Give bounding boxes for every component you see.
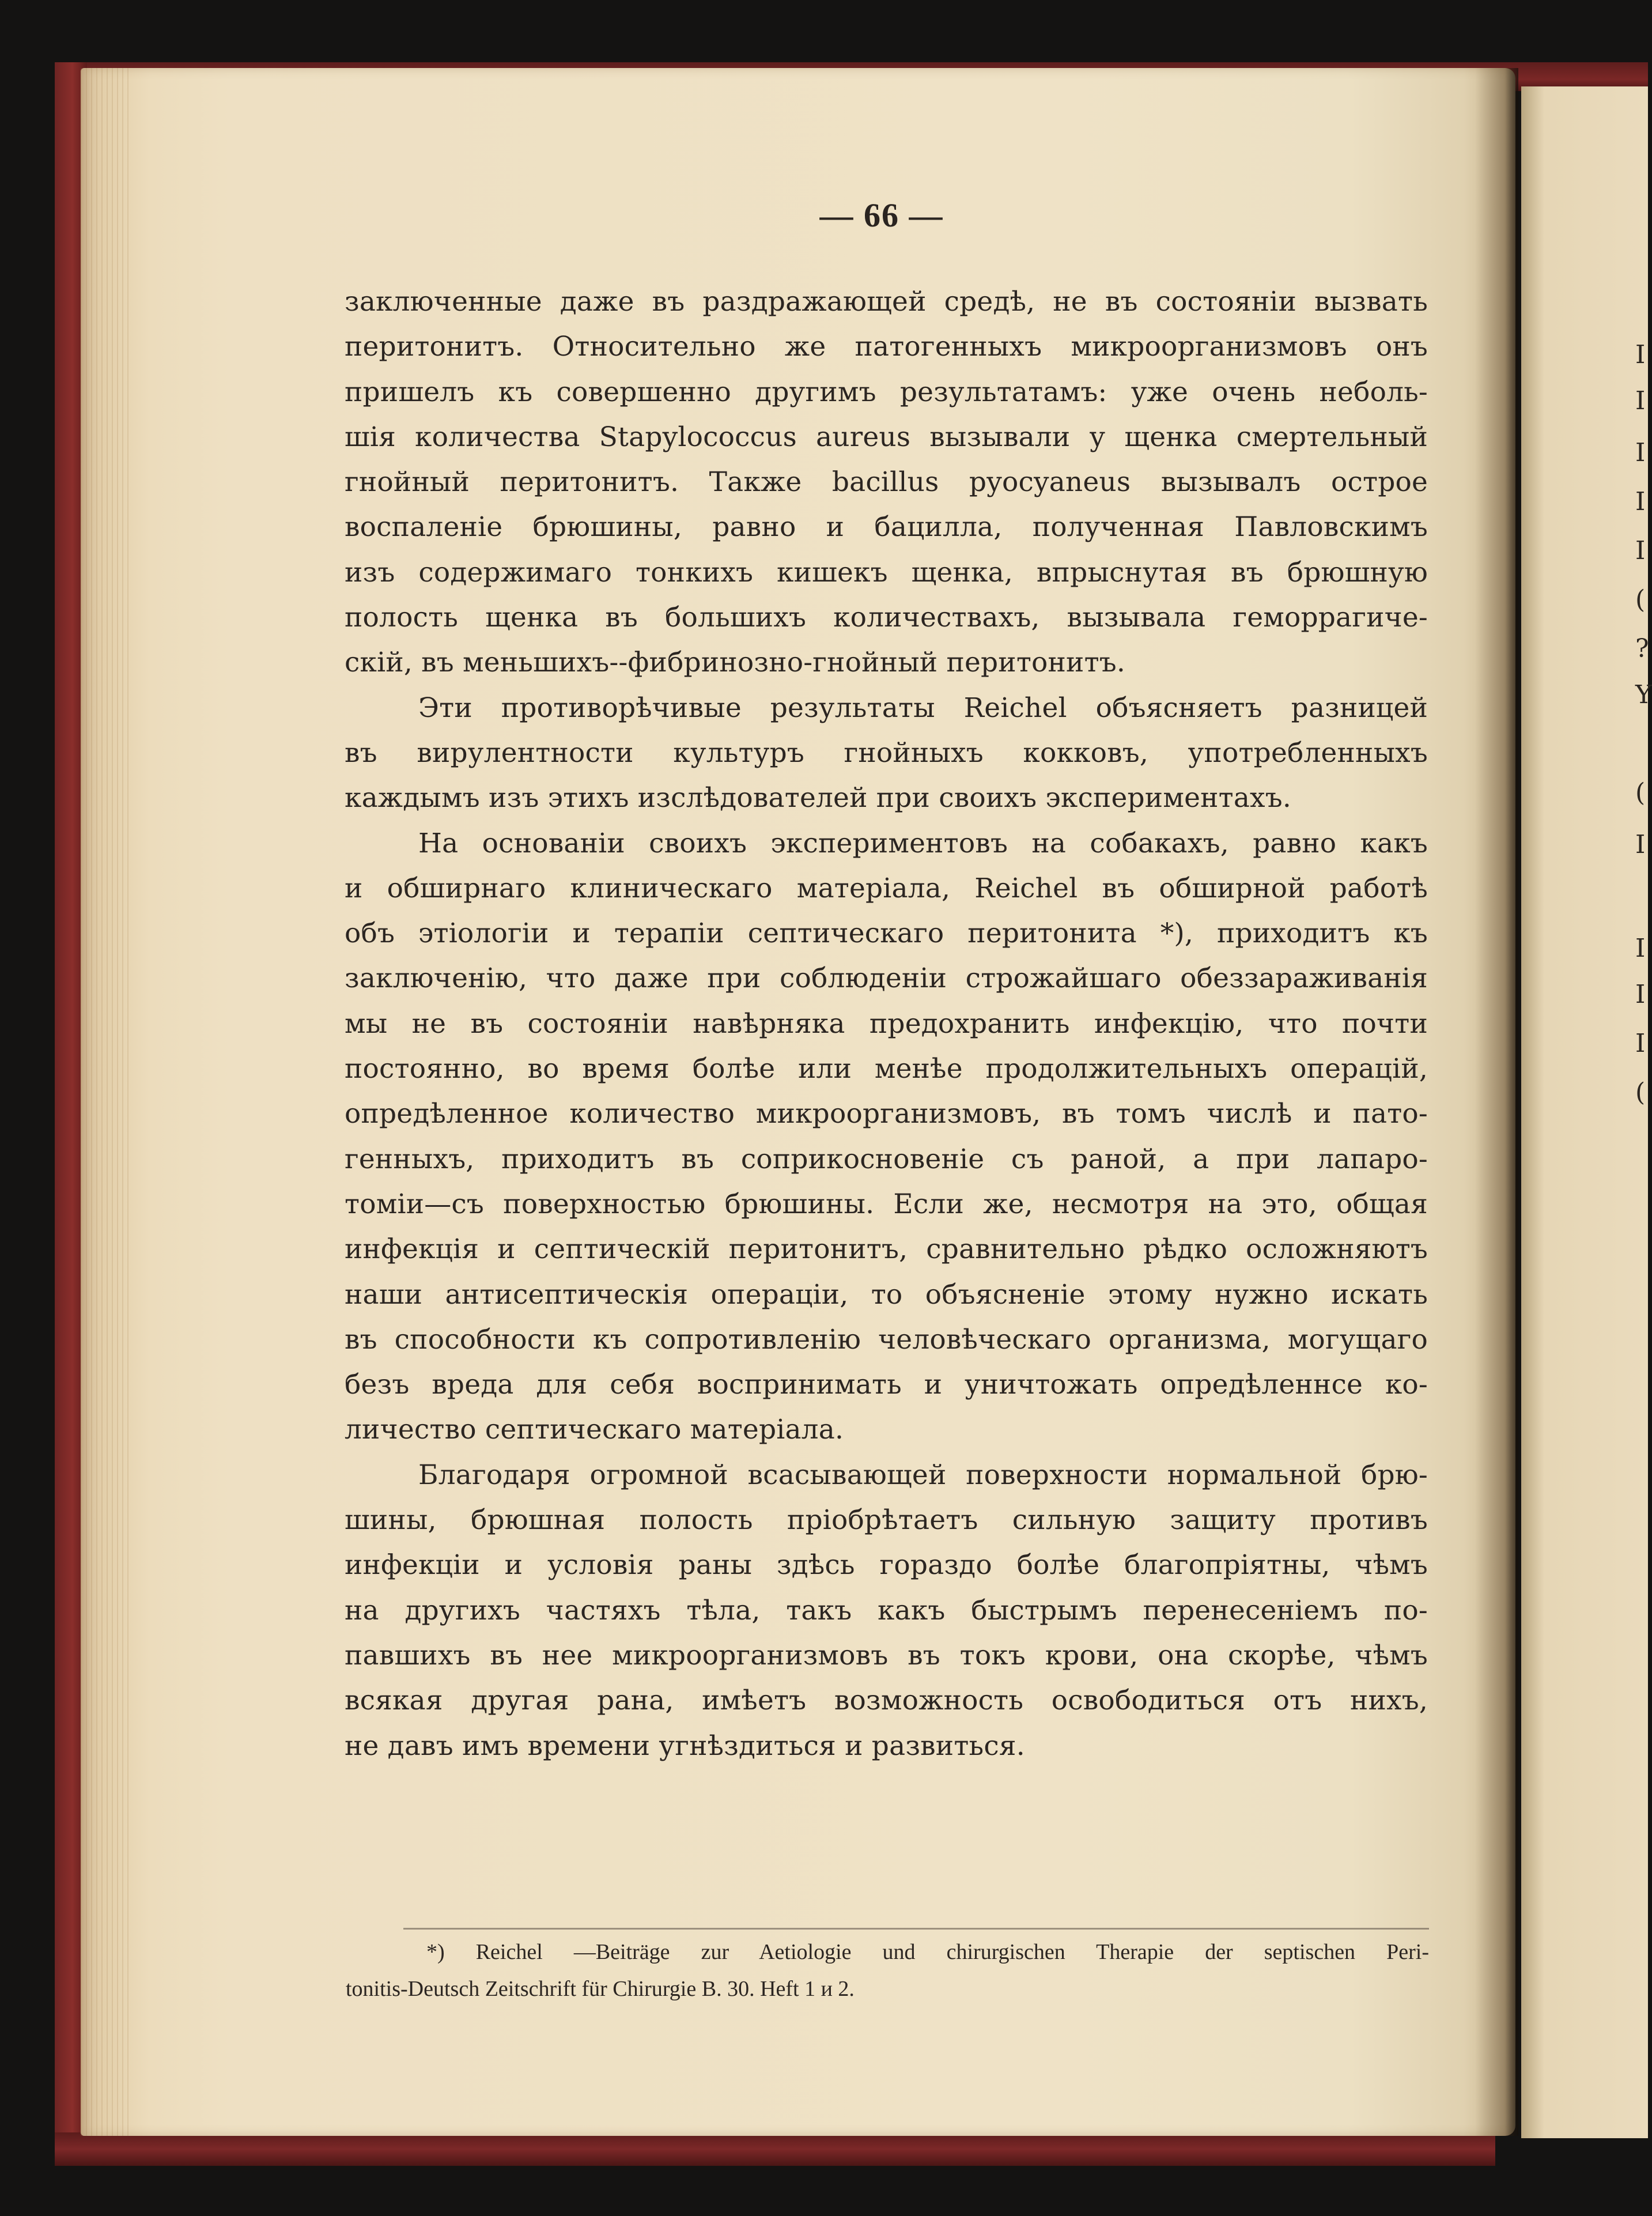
text-line: шины, брюшная полость прiобрѣтаетъ сильную защиту противъ (345, 1504, 1428, 1537)
text-line: инфекцiя и септическiй перитонитъ, сравнительно рѣдко осложняютъ (345, 1233, 1428, 1266)
body-text (345, 280, 1428, 1769)
text-line: заключенiю, что даже при соблюденiи строжайшаго обеззараживанiя (345, 962, 1428, 995)
text-line: шiя количества Stapylococcus aureus вызывали у щенка смертельный (345, 421, 1428, 453)
book-cover-bottom-edge (55, 2132, 1495, 2166)
facing-page-glyph: I (1635, 980, 1646, 1009)
facing-page-glyph: ( (1635, 585, 1646, 614)
text-line: перитонитъ. Относительно же патогенныхъ микроорганизмовъ онъ (345, 331, 1428, 363)
text-line: генныхъ, приходитъ въ соприкосновенiе съ раной, а при лапаро- (345, 1143, 1428, 1175)
text-line: постоянно, во время болѣе или менѣе продолжительныхъ операцiй, (345, 1053, 1428, 1085)
text-line: полость щенка въ большихъ количествахъ, вызывала геморрагиче- (345, 602, 1428, 634)
facing-page-glyph: I (1635, 386, 1646, 416)
footnote-rule (403, 1928, 1429, 1930)
text-line: наши антисептическiя операцiи, то объясненiе этому нужно искать (345, 1278, 1428, 1311)
text-line: опредѣленное количество микроорганизмовъ, въ томъ числѣ и пато- (345, 1098, 1428, 1130)
facing-page-glyph: I (1635, 536, 1646, 565)
text-line: пришелъ къ совершенно другимъ результатамъ: уже очень неболь- (345, 376, 1428, 408)
text-line: объ этiологiи и терапiи септическаго перитонита *), приходитъ къ (345, 918, 1428, 950)
text-line: въ вирулентности культуръ гнойныхъ кокковъ, употребленныхъ (345, 737, 1428, 769)
text-line: томiи—съ поверхностью брюшины. Если же, несмотря на это, общая (345, 1188, 1428, 1220)
facing-page-glyph: ( (1635, 778, 1646, 807)
footnote (346, 1934, 1429, 2007)
facing-page (1521, 86, 1648, 2138)
text-line: Благодаря огромной всасывающей поверхности нормальной брю- (418, 1459, 1428, 1491)
facing-page-glyph: I (1635, 340, 1646, 369)
footnote-line: *) Reichel —Beiträge zur Aetiologie und chirurgischen Therapie der septischen Peri- (426, 1940, 1429, 1964)
text-line: безъ вреда для себя воспринимать и уничтожать опредѣленнсе ко- (345, 1369, 1428, 1401)
footnote-line: tonitis-Deutsch Zeitschrift für Chirurgie B. 30. Heft 1 и 2. (346, 1977, 855, 2001)
facing-page-glyph: ? (1635, 634, 1649, 663)
text-line: гнойный перитонитъ. Также bacillus pyocyaneus вызывалъ острое (345, 466, 1428, 499)
page-number: — 66 — (819, 197, 944, 234)
text-line: мы не въ состоянiи навѣрняка предохранить инфекцiю, что почти (345, 1007, 1428, 1040)
text-line: въ способности къ сопротивленiю человѣческаго организма, могущаго (345, 1323, 1428, 1356)
text-line: павшихъ въ нее микроорганизмовъ въ токъ крови, она скорѣе, чѣмъ (345, 1639, 1428, 1671)
text-line: изъ содержимаго тонкихъ кишекъ щенка, впрыснутая въ брюшную (345, 556, 1428, 588)
facing-page-glyph: I (1635, 487, 1646, 516)
text-line: каждымъ изъ этихъ изслѣдователей при своихъ экспериментахъ. (345, 782, 1292, 814)
text-line: инфекцiи и условiя раны здѣсь гораздо болѣе благопрiятны, чѣмъ (345, 1549, 1428, 1581)
page-stack-edge (81, 68, 133, 2136)
text-line: скiй, въ меньшихъ--фибринозно-гнойный перитонитъ. (345, 647, 1126, 679)
text-line: заключенные даже въ раздражающей средѣ, не въ состоянiи вызвать (345, 286, 1428, 318)
text-line: всякая другая рана, имѣетъ возможность освободиться отъ нихъ, (345, 1685, 1428, 1717)
facing-page-glyph: Y (1635, 680, 1652, 709)
text-line: воспаленiе брюшины, равно и бацилла, полученная Павловскимъ (345, 511, 1428, 543)
facing-page-glyph: ( (1635, 1078, 1646, 1107)
gutter-shadow (1475, 68, 1518, 2136)
text-line: не давъ имъ времени угнѣздиться и развиться. (345, 1730, 1025, 1762)
facing-page-glyph: I (1635, 830, 1646, 859)
text-line: личество септическаго матерiала. (345, 1414, 844, 1446)
text-line: На основанiи своихъ экспериментовъ на собакахъ, равно какъ (418, 827, 1428, 859)
text-line: и обширнаго клиническаго матерiала, Reichel въ обширной работѣ (345, 872, 1428, 904)
text-line: Эти противорѣчивые результаты Reichel объясняетъ разницей (418, 692, 1428, 724)
facing-page-glyph: I (1635, 1029, 1646, 1058)
text-line: на другихъ частяхъ тѣла, такъ какъ быстрымъ перенесенiемъ по- (345, 1594, 1428, 1626)
facing-page-glyph: I (1635, 934, 1646, 963)
facing-page-glyph: I (1635, 438, 1646, 467)
